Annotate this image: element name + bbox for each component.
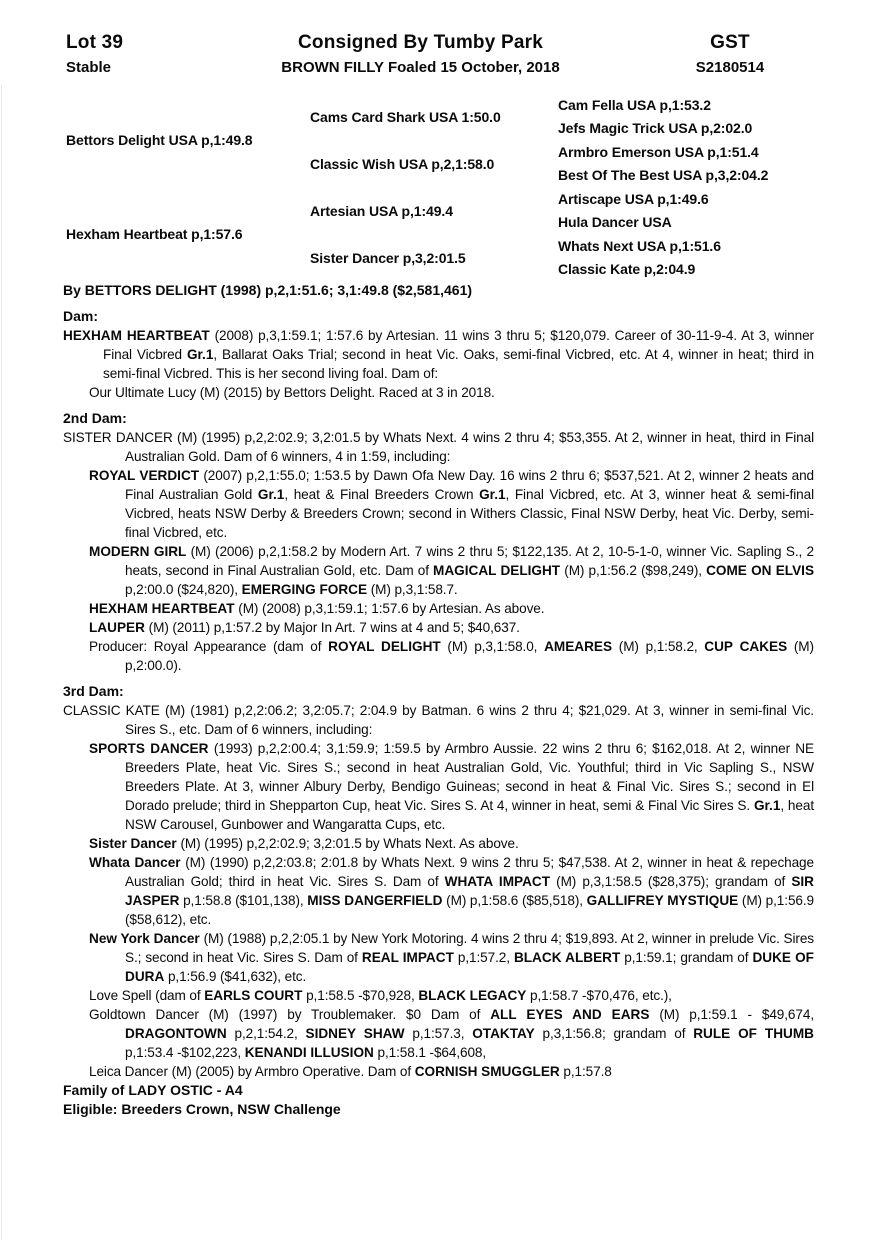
progeny-entry xyxy=(63,599,814,618)
second-dam-heading xyxy=(63,409,814,428)
pedigree-cell: Bettors Delight USA p,1:49.8 xyxy=(66,132,253,148)
progeny-entry xyxy=(63,739,814,834)
progeny-entry xyxy=(63,1005,814,1062)
third-dam-entry xyxy=(63,701,814,739)
bold-text: Eligible: Breeders Crown, NSW Challenge xyxy=(63,1101,341,1117)
text: p,1:57.8 xyxy=(559,1064,612,1079)
pedigree-cell: Cam Fella USA p,1:53.2 xyxy=(558,96,711,113)
text: p,1:56.9 ($41,632), etc. xyxy=(164,969,307,984)
pedigree-generation-1 xyxy=(66,93,306,281)
text: Leica Dancer (M) (2005) by Armbro Operative. Dam of xyxy=(89,1064,415,1079)
text: , Final Vicbred, etc. At 3, winner heat & semi-final Vicbred, heats NSW Derby & Breeders Crown; second in Withers Classic, Final NSW Derby, heat Vic. Derby, semi-final Vicbred, etc. xyxy=(125,487,814,540)
text: Goldtown Dancer (M) (1997) by Troublemaker. $0 Dam of xyxy=(89,1007,491,1022)
text: p,1:58.5 -$70,928, xyxy=(302,988,419,1003)
text: Love Spell (dam of xyxy=(89,988,205,1003)
bold-text: Gr.1 xyxy=(479,487,506,502)
text: (M) (2008) p,3,1:59.1; 1:57.6 by Artesian. As above. xyxy=(238,601,545,616)
bold-text: REAL IMPACT xyxy=(361,950,454,965)
eligibility-line xyxy=(63,1100,814,1119)
text: (M) (1990) p,2,2:03.8; 2:01.8 by Whats Next. 9 wins 2 thru 5; $47,538. At 2, winner in heat & repechage Australian Gold; third in heat Vic. Sires S. Dam of xyxy=(125,855,814,889)
progeny-entry xyxy=(63,986,814,1005)
progeny-entry xyxy=(63,383,814,402)
pedigree-text-block xyxy=(63,281,814,1119)
bold-text: MISS DANGERFIELD xyxy=(307,893,443,908)
text: (M) p,1:56.9 ($58,612), etc. xyxy=(125,893,814,927)
dam-entry xyxy=(63,326,814,383)
bold-text: KENANDI ILLUSION xyxy=(244,1045,374,1060)
bold-text: ROYAL VERDICT xyxy=(89,468,204,483)
bold-text: DRAGONTOWN xyxy=(125,1026,227,1041)
text: Our Ultimate Lucy (M) (2015) by Bettors Delight. Raced at 3 in 2018. xyxy=(89,385,495,400)
bold-text: LAUPER xyxy=(89,620,149,635)
bold-text: Whata Dancer xyxy=(89,855,186,870)
text: (M) p,3,1:58.5 ($28,375); grandam of xyxy=(550,874,792,889)
consignor-title: Consigned By Tumby Park xyxy=(298,32,543,53)
progeny-entry xyxy=(63,1062,814,1081)
bold-text: 2nd Dam: xyxy=(63,410,127,426)
pedigree-cell: Hula Dancer USA xyxy=(558,214,672,231)
text: (M) p,2:00.0). xyxy=(125,639,814,673)
text: (1993) p,2,2:00.4; 3,1:59.9; 1:59.5 by Armbro Aussie. 22 wins 2 thru 6; $162,018. At 2, winner NE Breeders Plate, heat Vic. Sires S.; second in heat Australian Gold, Vic. Youthful; third in Vic Sapling S., NSW Breeders Plate. At 3, winner Albury Derby, Bendigo Guineas; second in heat & Final Vic. Sires S.; second in El Dorado prelude; third in Shepparton Cup, heat Vic. Sires S. At 4, winner in heat, semi & Final Vic Sires S. xyxy=(125,741,814,813)
progeny-entry xyxy=(63,834,814,853)
bold-text: ROYAL DELIGHT xyxy=(328,639,441,654)
text: p,1:58.7 -$70,476, etc.), xyxy=(526,988,672,1003)
text: p,1:57.2, xyxy=(453,950,514,965)
lot-number: Lot 39 xyxy=(66,32,124,53)
bold-text: Family of LADY OSTIC - A4 xyxy=(63,1082,243,1098)
text: (M) (2011) p,1:57.2 by Major In Art. 7 wins at 4 and 5; $40,637. xyxy=(148,620,520,635)
text: SISTER DANCER (M) (1995) p,2,2:02.9; 3,2:01.5 by Whats Next. 4 wins 2 thru 4; $53,355. At 2, winner in heat, third in Final Australian Gold. Dam of 6 winners, 4 in 1:59, including: xyxy=(63,430,814,464)
text: , Ballarat Oaks Trial; second in heat Vic. Oaks, semi-final Vicbred, etc. At 4, winner in heat; third in semi-final Vicbred. This is her second living foal. Dam of: xyxy=(103,347,814,381)
dam-heading xyxy=(63,307,814,326)
text: (M) (2006) p,2,1:58.2 by Modern Art. 7 wins 2 thru 5; $122,135. At 2, 10-5-1-0, winner Vic. Sapling S., 2 heats, second in Final Australian Gold, etc. Dam of xyxy=(125,544,814,578)
bold-text: GALLIFREY MYSTIQUE xyxy=(586,893,739,908)
progeny-entry xyxy=(63,853,814,929)
bold-text: COME ON ELVIS xyxy=(706,563,815,578)
pedigree-cell: Classic Wish USA p,2,1:58.0 xyxy=(310,155,495,172)
text: p,1:53.4 -$102,223, xyxy=(125,1045,245,1060)
text: p,1:57.3, xyxy=(404,1026,473,1041)
text: Producer: Royal Appearance (dam of xyxy=(89,639,329,654)
pedigree-generation-2 xyxy=(310,93,555,281)
bold-text: BLACK ALBERT xyxy=(513,950,621,965)
bold-text: HEXHAM HEARTBEAT xyxy=(89,601,239,616)
bold-text: CORNISH SMUGGLER xyxy=(414,1064,560,1079)
bold-text: SPORTS DANCER xyxy=(89,741,214,756)
gst-label: GST xyxy=(710,32,750,53)
text: (2008) p,3,1:59.1; 1:57.6 by Artesian. 11 wins 3 thru 5; $120,079. Career of 30-11-9-4. At 3, winner Final Vicbred xyxy=(103,328,814,362)
pedigree-cell: Hexham Heartbeat p,1:57.6 xyxy=(66,226,243,242)
family-line xyxy=(63,1081,814,1100)
pedigree-cell: Best Of The Best USA p,3,2:04.2 xyxy=(558,167,769,184)
bold-text: EARLS COURT xyxy=(204,988,303,1003)
text: (M) p,3,1:58.0, xyxy=(440,639,545,654)
bold-text: 3rd Dam: xyxy=(63,683,124,699)
bold-text: BLACK LEGACY xyxy=(418,988,527,1003)
bold-text: RULE OF THUMB xyxy=(693,1026,814,1041)
text: p,2,1:54.2, xyxy=(226,1026,306,1041)
progeny-entry xyxy=(63,466,814,542)
text: (2007) p,2,1:55.0; 1:53.5 by Dawn Ofa New Day. 16 wins 2 thru 6; $537,521. At 2, winner 2 heats and Final Australian Gold xyxy=(125,468,814,502)
bold-text: AMEARES xyxy=(544,639,613,654)
pedigree-cell: Classic Kate p,2:04.9 xyxy=(558,261,696,278)
progeny-entry xyxy=(63,929,814,986)
pedigree-cell: Armbro Emerson USA p,1:51.4 xyxy=(558,143,759,160)
pedigree-generation-3 xyxy=(558,93,848,281)
registration-number: S2180514 xyxy=(695,59,765,76)
bold-text: New York Dancer xyxy=(89,931,204,946)
pedigree-cell: Jefs Magic Trick USA p,2:02.0 xyxy=(558,120,753,137)
bold-text: DUKE OF DURA xyxy=(125,950,814,984)
text: (M) p,1:59.1 - $49,674, xyxy=(649,1007,814,1022)
text: (M) (1995) p,2,2:02.9; 3,2:01.5 by Whats Next. As above. xyxy=(180,836,519,851)
producer-entry xyxy=(63,637,814,675)
text: (M) (1988) p,2,2:05.1 by New York Motoring. 4 wins 2 thru 4; $19,893. At 2, winner in prelude Vic. Sires S.; second in heat Vic. Sires S. Dam of xyxy=(125,931,815,965)
text: (M) p,3,1:58.7. xyxy=(367,582,458,597)
text: p,3,1:56.8; grandam of xyxy=(534,1026,694,1041)
third-dam-heading xyxy=(63,682,814,701)
bold-text: MAGICAL DELIGHT xyxy=(433,563,561,578)
text: , heat NSW Carousel, Gunbower and Wangaratta Cups, etc. xyxy=(125,798,814,832)
bold-text: OTAKTAY xyxy=(472,1026,535,1041)
pedigree-cell: Artiscape USA p,1:49.6 xyxy=(558,190,709,207)
text: , heat & Final Breeders Crown xyxy=(284,487,480,502)
bold-text: CUP CAKES xyxy=(704,639,788,654)
bold-text: SIDNEY SHAW xyxy=(305,1026,405,1041)
text: CLASSIC KATE (M) (1981) p,2,2:06.2; 3,2:05.7; 2:04.9 by Batman. 6 wins 2 thru 4; $21,029. At 3, winner in semi-final Vic. Sires S., etc. Dam of 6 winners, including: xyxy=(63,703,814,737)
sire-line xyxy=(63,281,814,300)
bold-text: By BETTORS DELIGHT (1998) p,2,1:51.6; 3,1:49.8 ($2,581,461) xyxy=(63,282,473,298)
bold-text: Gr.1 xyxy=(257,487,285,502)
text: p,1:58.8 ($101,138), xyxy=(179,893,308,908)
bold-text: Sister Dancer xyxy=(89,836,181,851)
text: (M) p,1:58.2, xyxy=(612,639,705,654)
bold-text: EMERGING FORCE xyxy=(241,582,368,597)
bold-text: WHATA IMPACT xyxy=(444,874,551,889)
pedigree-cell: Whats Next USA p,1:51.6 xyxy=(558,237,721,254)
bold-text: HEXHAM HEARTBEAT xyxy=(63,328,215,343)
foal-description: BROWN FILLY Foaled 15 October, 2018 xyxy=(281,59,560,76)
progeny-entry xyxy=(63,618,814,637)
second-dam-entry xyxy=(63,428,814,466)
bold-text: ALL EYES AND EARS xyxy=(490,1007,650,1022)
pedigree-table xyxy=(0,0,877,290)
text: p,1:59.1; grandam of xyxy=(620,950,753,965)
text: p,1:58.1 -$64,608, xyxy=(373,1045,487,1060)
progeny-entry xyxy=(63,542,814,599)
pedigree-cell: Artesian USA p,1:49.4 xyxy=(310,202,453,219)
bold-text: Dam: xyxy=(63,308,99,324)
stable-label: Stable xyxy=(66,59,112,76)
bold-text: MODERN GIRL xyxy=(89,544,191,559)
bold-text: Gr.1 xyxy=(753,798,781,813)
bold-text: SIR JASPER xyxy=(125,874,814,908)
pedigree-cell: Sister Dancer p,3,2:01.5 xyxy=(310,249,466,266)
bold-text: Gr.1 xyxy=(186,347,214,362)
text: (M) p,1:56.2 ($98,249), xyxy=(560,563,707,578)
pedigree-cell: Cams Card Shark USA 1:50.0 xyxy=(310,108,501,125)
text: p,2:00.0 ($24,820), xyxy=(125,582,242,597)
text: (M) p,1:58.6 ($85,518), xyxy=(442,893,587,908)
